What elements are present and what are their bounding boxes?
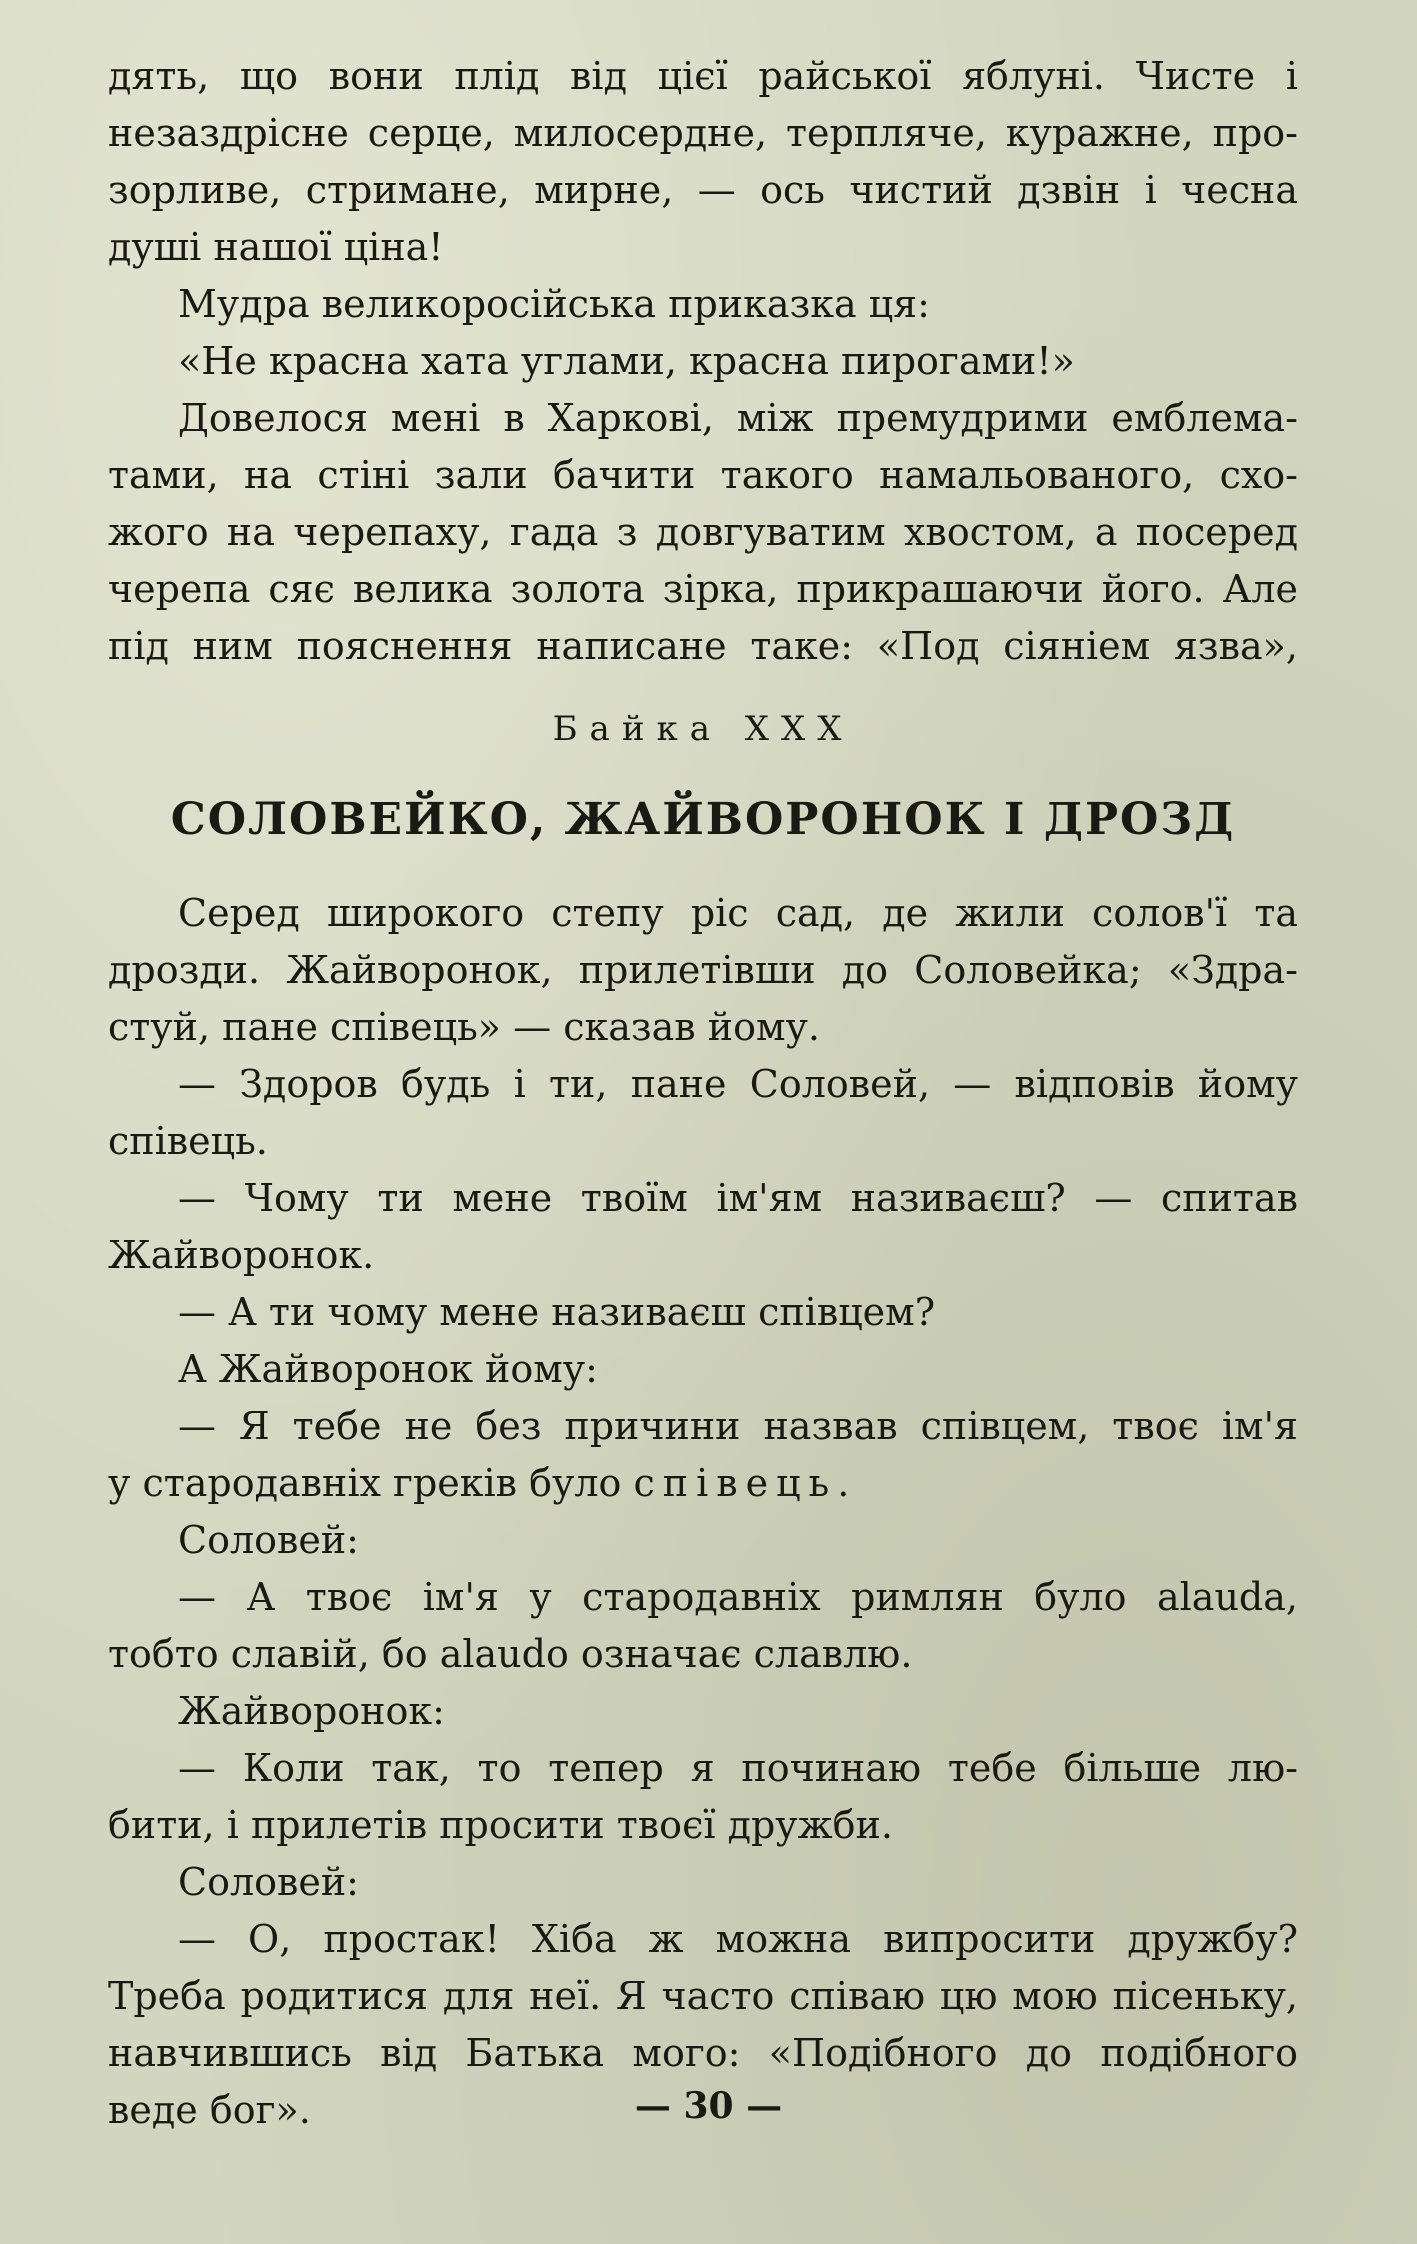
text-line: черепа сяє велика золота зірка, прикрашаючи його. Але <box>108 567 1298 611</box>
text-line: — Я тебе не без причини назвав співцем, твоє ім'я <box>178 1404 1298 1448</box>
text-line: — А ти чому мене називаєш співцем? <box>178 1290 936 1334</box>
text-line: Соловей: <box>178 1518 359 1562</box>
fable-text <box>108 885 1298 1455</box>
text-line: стуй, пане співець» — сказав йому. <box>108 1005 820 1049</box>
fable-title: СОЛОВЕЙКО, ЖАЙВОРОНОК І ДРОЗД <box>170 794 1236 845</box>
text-line: Серед широкого степу ріс сад, де жили солов'ї та <box>178 891 1298 935</box>
text-line: А Жайворонок йому: <box>178 1347 598 1391</box>
text-line: Довелося мені в Харкові, між премудрими емблема- <box>178 396 1298 440</box>
text-line: — А твоє ім'я у стародавніх римлян було alauda, <box>178 1575 1298 1619</box>
text-line: «Не красна хата углами, красна пирогами!» <box>178 339 1075 383</box>
text-line: тобто славій, бо alaudo означає славлю. <box>108 1632 913 1676</box>
text-line: Жайворонок. <box>108 1233 375 1277</box>
text-line: незаздрісне серце, милосердне, терпляче, куражне, про- <box>108 111 1298 155</box>
text-line: душі нашої ціна! <box>108 225 444 269</box>
text-line: Треба родитися для неї. Я часто співаю цю мою пісеньку, <box>108 1974 1298 2018</box>
spaced-line-prefix: у стародавніх греків було <box>108 1461 634 1505</box>
text-line: зорливе, стримане, мирне, — ось чистий дзвін і чесна <box>108 168 1298 212</box>
text-line: — О, простак! Хіба ж можна випросити дружбу? <box>178 1917 1298 1961</box>
text-line: веде бог». <box>108 2088 311 2132</box>
text-line: — Здоров будь і ти, пане Соловей, — відповів йому <box>178 1062 1298 1106</box>
page-number: — 30 — <box>634 2085 783 2127</box>
text-line: Соловей: <box>178 1860 359 1904</box>
text-line: бити, і прилетів просити твоєї дружби. <box>108 1803 893 1847</box>
text-line: Жайворонок: <box>178 1689 445 1733</box>
text-line: Мудра великоросійська приказка ця: <box>178 282 930 326</box>
text-line: тами, на стіні зали бачити такого намальованого, схо- <box>108 453 1298 497</box>
text-line: дять, що вони плід від цієї райської яблуні. Чисте і <box>108 54 1298 98</box>
text-line-spaced <box>108 1455 1298 1512</box>
fable-text-continued <box>108 1512 1298 2139</box>
text-line: — Чому ти мене твоїм ім'ям називаєш? — спитав <box>178 1176 1298 1220</box>
text-line: — Коли так, то тепер я починаю тебе більше лю- <box>178 1746 1298 1790</box>
text-line: співець. <box>108 1119 268 1163</box>
text-line: дрозди. Жайворонок, прилетівши до Соловейка; «Здра- <box>108 948 1298 992</box>
intro-text <box>108 48 1298 675</box>
text-line: жого на черепаху, гада з довгуватим хвостом, а посеред <box>108 510 1298 554</box>
book-page <box>108 48 1298 2208</box>
text-line: під ним пояснення написане таке: «Под сіяніем язва», <box>108 624 1298 668</box>
fable-label: Байка XXX <box>552 709 854 749</box>
text-line: навчившись від Батька мого: «Подібного до подібного <box>108 2031 1298 2075</box>
spaced-word: співець. <box>633 1461 858 1505</box>
